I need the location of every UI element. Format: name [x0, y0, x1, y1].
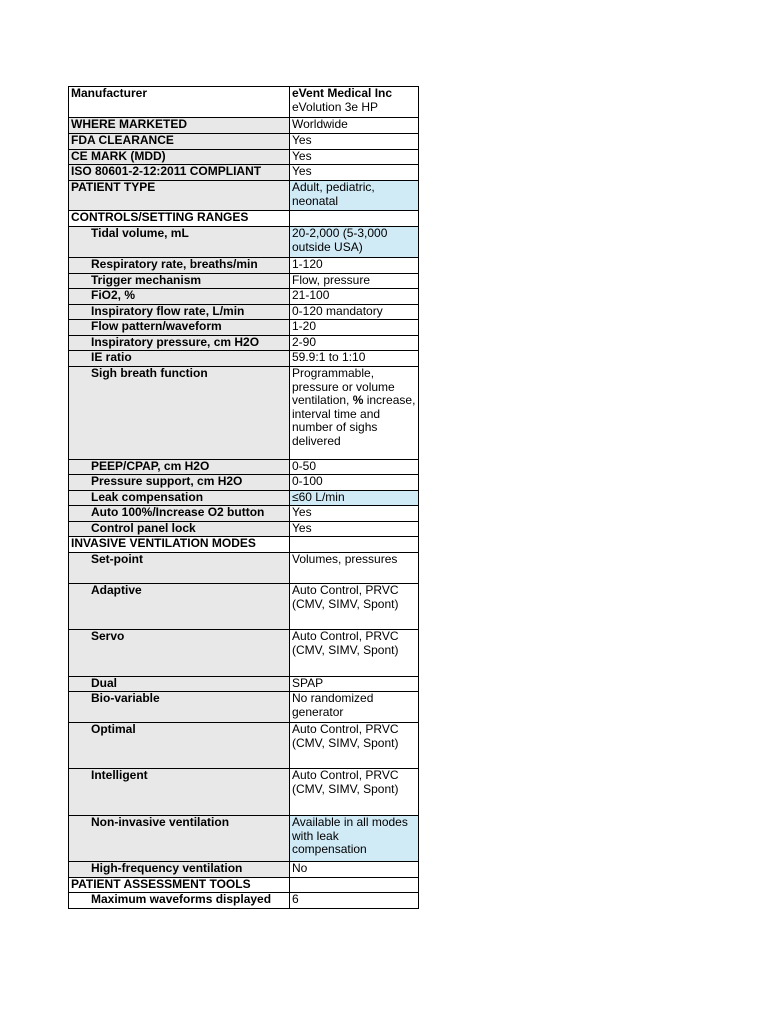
row-value: No: [290, 862, 419, 878]
row-value: 0-100: [290, 475, 419, 491]
row-value: Auto Control, PRVC (CMV, SIMV, Spont): [290, 630, 419, 677]
row-label: Tidal volume, mL: [69, 227, 290, 258]
row-label: Bio-variable: [69, 692, 290, 723]
table-row: [69, 769, 419, 816]
table-row: [69, 522, 419, 537]
table-row: [69, 258, 419, 274]
sigh-text-percent: %: [352, 393, 364, 408]
row-value: [290, 367, 419, 460]
row-value: Volumes, pressures: [290, 553, 419, 584]
section-title: PATIENT ASSESSMENT TOOLS: [69, 878, 290, 893]
section-header-row: [69, 878, 419, 893]
table-row: [69, 692, 419, 723]
table-row: [69, 320, 419, 336]
table-row: [69, 723, 419, 769]
row-label: High-frequency ventilation: [69, 862, 290, 878]
table-row: [69, 165, 419, 181]
table-row: [69, 677, 419, 692]
row-value: Yes: [290, 506, 419, 522]
row-label: Inspiratory flow rate, L/min: [69, 305, 290, 320]
row-label: ISO 80601-2-12:2011 COMPLIANT: [69, 165, 290, 181]
row-value: Auto Control, PRVC (CMV, SIMV, Spont): [290, 769, 419, 816]
row-value: 21-100: [290, 289, 419, 305]
row-value: Auto Control, PRVC (CMV, SIMV, Spont): [290, 723, 419, 769]
table-row: [69, 305, 419, 320]
row-label: Control panel lock: [69, 522, 290, 537]
model-name: eVolution 3e HP: [292, 99, 379, 114]
table-row: [69, 630, 419, 677]
row-label: Sigh breath function: [69, 367, 290, 460]
table-row: [69, 181, 419, 211]
row-value: 0-50: [290, 460, 419, 475]
section-header-row: [69, 537, 419, 553]
row-value: [290, 878, 419, 893]
row-label: Dual: [69, 677, 290, 692]
row-label: Respiratory rate, breaths/min: [69, 258, 290, 274]
table-row: [69, 87, 419, 118]
row-label: PATIENT TYPE: [69, 181, 290, 211]
row-value: Available in all modes with leak compensation: [290, 816, 419, 862]
row-label: Optimal: [69, 723, 290, 769]
specification-table: [68, 86, 419, 909]
row-value: [290, 87, 419, 118]
row-label: Inspiratory pressure, cm H2O: [69, 336, 290, 351]
row-label: Pressure support, cm H2O: [69, 475, 290, 491]
row-value: SPAP: [290, 677, 419, 692]
row-label: IE ratio: [69, 351, 290, 367]
row-label: Set-point: [69, 553, 290, 584]
row-value: Auto Control, PRVC (CMV, SIMV, Spont): [290, 584, 419, 630]
row-label: Trigger mechanism: [69, 274, 290, 289]
row-label: Flow pattern/waveform: [69, 320, 290, 336]
row-value: 0-120 mandatory: [290, 305, 419, 320]
row-label: Manufacturer: [69, 87, 290, 118]
row-value: [290, 537, 419, 553]
table-row: [69, 118, 419, 134]
table-row: [69, 367, 419, 460]
table-row: [69, 584, 419, 630]
row-value: Yes: [290, 134, 419, 150]
row-label: Auto 100%/Increase O2 button: [69, 506, 290, 522]
row-label: Maximum waveforms displayed: [69, 893, 290, 909]
row-value: Yes: [290, 522, 419, 537]
row-value: 6: [290, 893, 419, 909]
row-label: Servo: [69, 630, 290, 677]
table-row: [69, 289, 419, 305]
sigh-text-end: increase, interval time and number of sighs delivered: [292, 393, 416, 448]
table-row: [69, 553, 419, 584]
section-title: CONTROLS/SETTING RANGES: [69, 211, 290, 227]
row-value: 59.9:1 to 1:10: [290, 351, 419, 367]
table-row: [69, 150, 419, 165]
table-row: [69, 460, 419, 475]
sigh-text-start: Programmable, pressure or volume ventilation,: [292, 366, 395, 408]
row-value: No randomized generator: [290, 692, 419, 723]
section-header-row: [69, 211, 419, 227]
row-label: FDA CLEARANCE: [69, 134, 290, 150]
row-label: CE MARK (MDD): [69, 150, 290, 165]
row-value: Worldwide: [290, 118, 419, 134]
row-label: Adaptive: [69, 584, 290, 630]
row-value: ≤60 L/min: [290, 491, 419, 506]
row-value: Yes: [290, 150, 419, 165]
table-row: [69, 134, 419, 150]
row-label: FiO2, %: [69, 289, 290, 305]
table-row: [69, 816, 419, 862]
table-row: [69, 475, 419, 491]
row-value: 1-20: [290, 320, 419, 336]
table-row: [69, 274, 419, 289]
row-label: Intelligent: [69, 769, 290, 816]
row-label: Leak compensation: [69, 491, 290, 506]
table-row: [69, 351, 419, 367]
row-value: [290, 211, 419, 227]
row-value: 2-90: [290, 336, 419, 351]
table-row: [69, 506, 419, 522]
row-label: PEEP/CPAP, cm H2O: [69, 460, 290, 475]
row-value: 1-120: [290, 258, 419, 274]
table-row: [69, 491, 419, 506]
row-value: Adult, pediatric, neonatal: [290, 181, 419, 211]
table-row: [69, 336, 419, 351]
row-value: 20-2,000 (5-3,000 outside USA): [290, 227, 419, 258]
row-value: Flow, pressure: [290, 274, 419, 289]
row-value: Yes: [290, 165, 419, 181]
table-row: [69, 227, 419, 258]
table-row: [69, 893, 419, 909]
row-label: Non-invasive ventilation: [69, 816, 290, 862]
table-row: [69, 862, 419, 878]
section-title: INVASIVE VENTILATION MODES: [69, 537, 290, 553]
manufacturer-name: eVent Medical Inc: [292, 86, 393, 100]
row-label: WHERE MARKETED: [69, 118, 290, 134]
